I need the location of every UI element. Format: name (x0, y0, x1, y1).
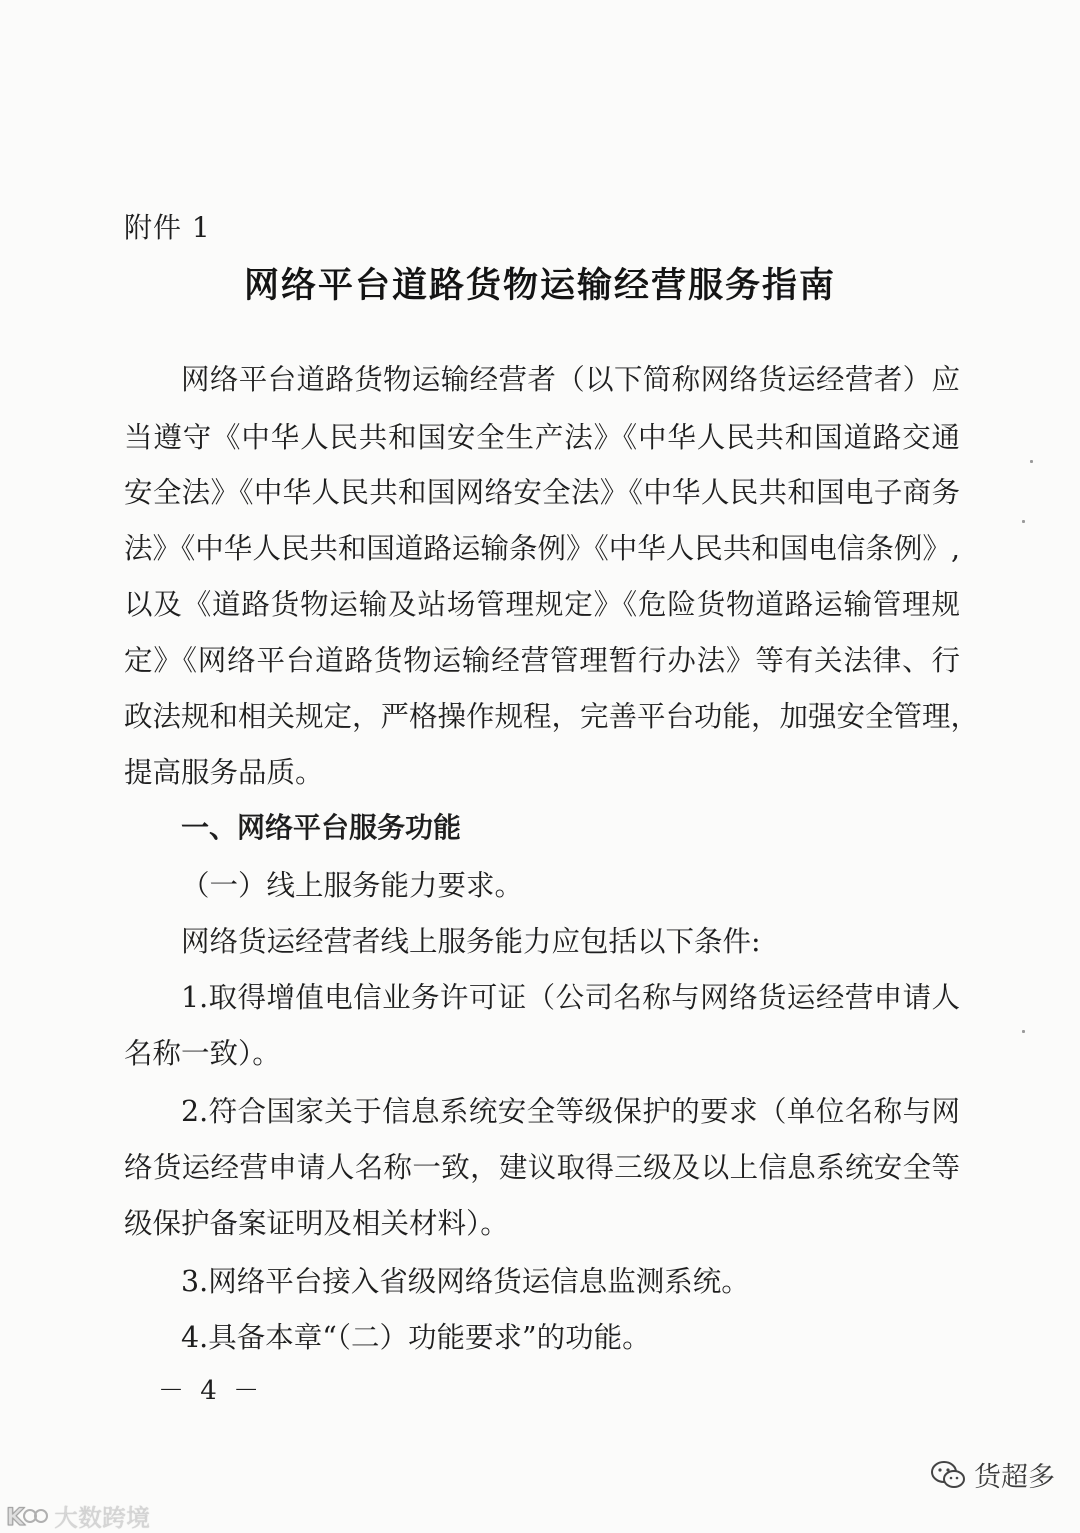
list-item-1-line: 1.取得增值电信业务许可证（公司名称与网络货运经营申请人 (181, 981, 960, 1014)
intro-line: 网络平台道路货物运输经营者（以下简称网络货运经营者）应 (181, 363, 960, 396)
list-item-2-line: 级保护备案证明及相关材料）。 (124, 1207, 509, 1240)
list-item-4: 4.具备本章“（二）功能要求”的功能。 (181, 1321, 651, 1354)
attachment-label: 附件 1 (124, 211, 211, 244)
intro-line: 提高服务品质。 (124, 756, 324, 789)
list-item-1-line: 名称一致）。 (124, 1037, 281, 1070)
watermark-left-text: 大数跨境 (54, 1504, 150, 1532)
section-heading: 一、网络平台服务功能 (181, 811, 462, 844)
intro-line: 政法规和相关规定，严格操作规程，完善平台功能，加强安全管理， (124, 700, 980, 733)
list-item-2-line: 2.符合国家关于信息系统安全等级保护的要求（单位名称与网 (181, 1095, 960, 1128)
watermark-right-text: 货超多 (974, 1462, 1055, 1493)
wechat-icon (930, 1460, 966, 1490)
subsection-heading: （一）线上服务能力要求。 (181, 869, 524, 902)
list-item-3: 3.网络平台接入省级网络货运信息监测系统。 (181, 1265, 750, 1298)
intro-line: 定》《网络平台道路货物运输经营管理暂行办法》等有关法律、行 (124, 644, 960, 677)
scan-speck (1022, 1030, 1025, 1033)
document-title: 网络平台道路货物运输经营服务指南 (243, 266, 836, 306)
intro-line: 安全法》《中华人民共和国网络安全法》《中华人民共和国电子商务 (124, 476, 960, 509)
scan-speck (1022, 520, 1025, 523)
watermark-left (6, 1498, 150, 1533)
list-item-2-line: 络货运经营申请人名称一致，建议取得三级及以上信息系统安全等 (124, 1151, 960, 1184)
svg-text:K: K (6, 1502, 25, 1531)
scan-speck (1030, 460, 1033, 463)
subsection-intro: 网络货运经营者线上服务能力应包括以下条件: (181, 925, 761, 958)
page-number: － 4 － (158, 1376, 264, 1406)
intro-line: 法》《中华人民共和国道路运输条例》《中华人民共和国电信条例》, (124, 532, 960, 565)
intro-line: 当遵守《中华人民共和国安全生产法》《中华人民共和国道路交通 (124, 421, 960, 454)
kcc-logo-icon (6, 1501, 48, 1531)
watermark-right (930, 1455, 1055, 1494)
intro-line: 以及《道路货物运输及站场管理规定》《危险货物道路运输管理规 (124, 588, 960, 621)
